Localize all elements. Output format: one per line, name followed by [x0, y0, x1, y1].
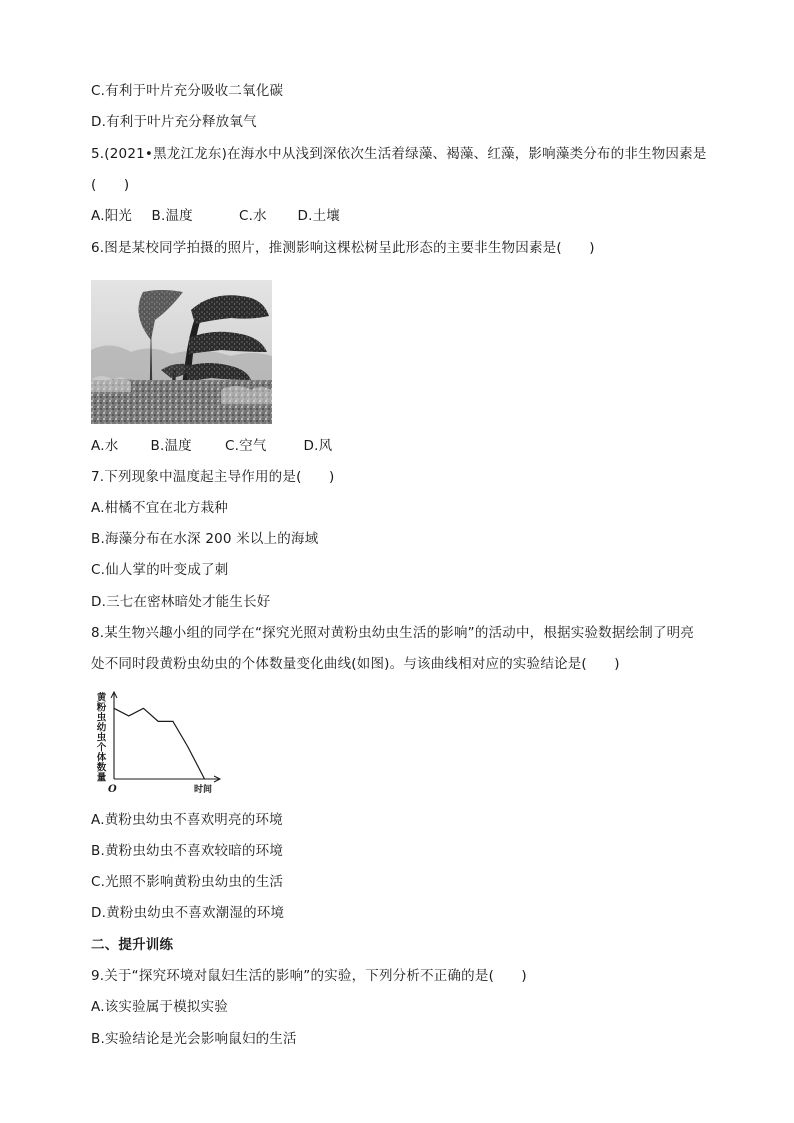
section-title-improvement: 二、提升训练: [91, 937, 174, 953]
question-8-stem-line1: 8.某生物兴趣小组的同学在“探究光照对黄粉虫幼虫生活的影响”的活动中，根据实验数据绘制了明亮: [91, 625, 695, 641]
option-q8-d: D.黄粉虫幼虫不喜欢潮湿的环境: [91, 905, 285, 921]
origin-label: O: [108, 784, 117, 795]
option-q7-d: D.三七在密林暗处才能生长好: [91, 594, 271, 610]
option-q5-c: C.水: [239, 208, 267, 224]
option-q5-b: B.温度: [151, 208, 193, 224]
option-q7-a: A.柑橘不宜在北方栽种: [91, 500, 228, 516]
data-line: [114, 708, 205, 779]
graph-axes: [111, 692, 220, 782]
question-6-options: [91, 437, 332, 455]
pine-tree-photo: [91, 280, 272, 424]
question-7-stem: 7.下列现象中温度起主导作用的是( ): [91, 469, 335, 485]
option-q9-a: A.该实验属于模拟实验: [91, 999, 228, 1015]
x-axis-label: 时间: [194, 785, 213, 795]
option-q8-a: A.黄粉虫幼虫不喜欢明亮的环境: [91, 812, 283, 828]
option-q8-c: C.光照不影响黄粉虫幼虫的生活: [91, 874, 284, 890]
y-axis-label: 黄粉虫幼虫个体数量: [94, 692, 106, 782]
option-q4-d: D.有利于叶片充分释放氧气: [91, 114, 257, 130]
question-8-stem-line2: 处不同时段黄粉虫幼虫的个体数量变化曲线(如图)。与该曲线相对应的实验结论是( ): [91, 656, 620, 672]
option-q5-a: A.阳光: [91, 208, 133, 224]
option-q7-c: C.仙人掌的叶变成了刺: [91, 562, 229, 578]
option-q6-a: A.水: [91, 438, 119, 454]
option-q6-c: C.空气: [225, 438, 267, 454]
larvae-count-graph: [88, 684, 228, 799]
option-q5-d: D.土壤: [297, 208, 340, 224]
option-q6-b: B.温度: [150, 438, 192, 454]
question-5-stem: 5.(2021•黑龙江龙东)在海水中从浅到深依次生活着绿藻、褐藻、红藻，影响藻类分布的非生物因素是: [91, 146, 707, 162]
question-5-answer-paren: ( ): [91, 177, 130, 193]
option-q4-c: C.有利于叶片充分吸收二氧化碳: [91, 83, 284, 99]
option-q6-d: D.风: [303, 438, 333, 454]
option-q8-b: B.黄粉虫幼虫不喜欢较暗的环境: [91, 843, 284, 859]
question-9-stem: 9.关于“探究环境对鼠妇生活的影响”的实验，下列分析不正确的是( ): [91, 968, 527, 984]
option-q7-b: B.海藻分布在水深 200 米以上的海域: [91, 531, 319, 547]
option-q9-b: B.实验结论是光会影响鼠妇的生活: [91, 1031, 297, 1047]
question-6-stem: 6.图是某校同学拍摄的照片，推测影响这棵松树呈此形态的主要非生物因素是( ): [91, 240, 595, 256]
question-5-options: [91, 207, 340, 225]
